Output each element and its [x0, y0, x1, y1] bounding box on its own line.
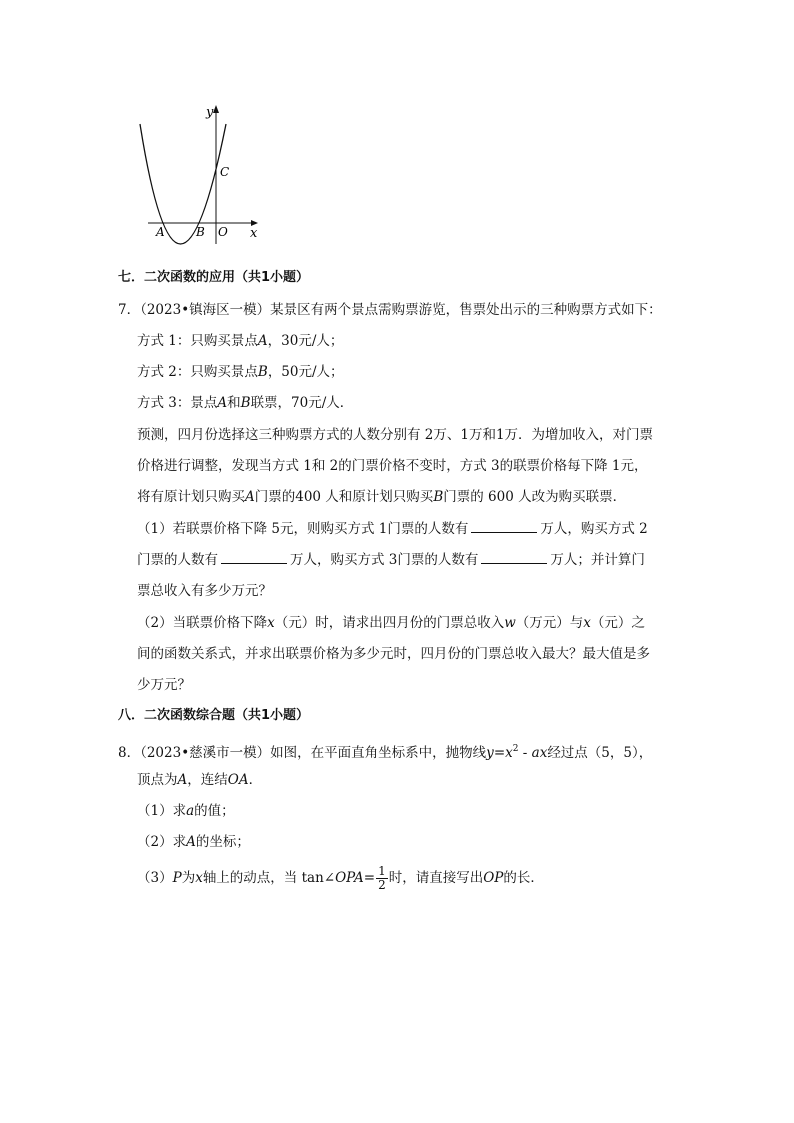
method-3	[137, 393, 794, 413]
text: 和	[227, 395, 241, 411]
prediction-line-3	[137, 487, 794, 507]
text: 的长．	[503, 870, 544, 886]
var: A	[177, 772, 188, 788]
question-8-part-3	[137, 864, 794, 892]
text: 门票的400 人和原计划只购买	[254, 489, 434, 505]
question-8-part-2	[137, 832, 794, 852]
text: 的值；	[194, 803, 235, 819]
text: （1）若联票价格下降 5元，则购买方式 1门票的人数有	[137, 521, 469, 537]
question-8-intro	[118, 739, 794, 763]
text: ，50元/人；	[267, 364, 344, 380]
answer-blank[interactable]	[471, 519, 537, 533]
method-1	[137, 331, 794, 351]
text: 方式 2：只购买景点	[137, 364, 258, 380]
var: x	[267, 615, 275, 631]
text: （万元）与	[515, 615, 584, 631]
text: ，30元/人；	[267, 333, 344, 349]
var: B	[240, 395, 251, 411]
fraction-numerator: 1	[378, 864, 386, 878]
label-o: O	[218, 225, 228, 239]
question-number: 7．	[118, 302, 141, 318]
text: （元）之	[590, 615, 645, 631]
part-1-line-2	[137, 550, 794, 570]
text: （2）求	[137, 834, 187, 850]
var: A	[217, 395, 228, 411]
prediction-line-1: 预测，四月份选择这三种购票方式的人数分别有 2万、1万和1万．为增加收入，对门票	[137, 427, 654, 443]
text: 万人；并计算门	[550, 552, 645, 568]
var: P	[172, 870, 182, 886]
text: ．	[248, 772, 263, 788]
text: ，连结	[187, 772, 228, 788]
question-7-intro	[118, 300, 794, 320]
var: B	[257, 364, 268, 380]
text: 方式 3：景点	[137, 395, 218, 411]
text: （2）当联票价格下降	[137, 615, 268, 631]
parabola-graph	[130, 98, 270, 246]
var: ax	[531, 745, 548, 761]
part-2-line-2: 间的函数关系式，并求出联票价格为多少元时，四月份的门票总收入最大？最大值是多	[137, 646, 650, 662]
question-8-part-1	[137, 801, 794, 821]
part-2-line-1	[137, 613, 794, 633]
text: 万人，购买方式 2	[540, 521, 648, 537]
question-source: （2023•慈溪市一模）	[140, 745, 271, 761]
var: OA	[227, 772, 249, 788]
fraction	[376, 865, 388, 892]
text: 经过点（5，5），	[547, 745, 653, 761]
var: OP	[483, 870, 504, 886]
label-b: B	[196, 225, 205, 239]
var: y	[486, 745, 494, 761]
text: 万人，购买方式 3门票的人数有	[290, 552, 479, 568]
question-number: 8．	[118, 745, 141, 761]
question-source: （2023•镇海区一模）	[140, 302, 271, 318]
answer-blank[interactable]	[221, 550, 287, 564]
text: （3）	[137, 870, 173, 886]
y-axis-arrow	[213, 105, 219, 113]
part-1-line-1	[137, 519, 794, 539]
text: -	[518, 745, 532, 761]
fraction-denominator: 2	[378, 878, 386, 892]
var: A	[186, 834, 196, 850]
text: 门票的 600 人改为购买联票．	[443, 489, 627, 505]
text: 的坐标；	[195, 834, 250, 850]
var: B	[433, 489, 444, 505]
var: OPA	[335, 870, 364, 886]
var: x	[505, 745, 513, 761]
parabola-curve	[140, 124, 226, 244]
var: A	[257, 333, 268, 349]
question-8-line-2	[137, 770, 794, 790]
part-1-line-3: 票总收入有多少万元？	[137, 583, 272, 599]
text: 联票，70元/人．	[250, 395, 354, 411]
var: a	[186, 803, 195, 819]
var: x	[195, 870, 203, 886]
text: =	[363, 870, 376, 886]
answer-blank[interactable]	[481, 550, 547, 564]
text: 顶点为	[137, 772, 178, 788]
exponent: 2	[512, 744, 519, 754]
label-a: A	[156, 225, 165, 239]
text: 将有原计划只购买	[137, 489, 245, 505]
label-y: y	[206, 105, 214, 120]
text: （1）求	[137, 803, 187, 819]
var: w	[504, 615, 516, 631]
text: =	[493, 745, 506, 761]
text: 时，请直接写出	[388, 870, 484, 886]
question-text: 某景区有两个景点需购票游览，售票处出示的三种购票方式如下：	[270, 302, 662, 318]
text: 为	[181, 870, 196, 886]
text: 门票的人数有	[137, 552, 218, 568]
part-2-line-3: 少万元？	[137, 677, 191, 693]
label-x: x	[250, 226, 258, 241]
prediction-line-2: 价格进行调整，发现当方式 1和 2的门票价格不变时，方式 3的联票价格每下降 1元，	[137, 458, 648, 474]
label-c: C	[220, 165, 230, 179]
text: 轴上的动点，当 tan∠	[202, 870, 336, 886]
text: 方式 1：只购买景点	[137, 333, 258, 349]
text: 如图，在平面直角坐标系中，抛物线	[270, 745, 487, 761]
section-8-heading: 八．二次函数综合题（共1小题）	[118, 708, 310, 723]
var: x	[583, 615, 591, 631]
text: （元）时，请求出四月份的门票总收入	[274, 615, 505, 631]
section-7-heading: 七．二次函数的应用（共1小题）	[118, 270, 310, 285]
var: A	[245, 489, 255, 505]
method-2	[137, 362, 794, 382]
